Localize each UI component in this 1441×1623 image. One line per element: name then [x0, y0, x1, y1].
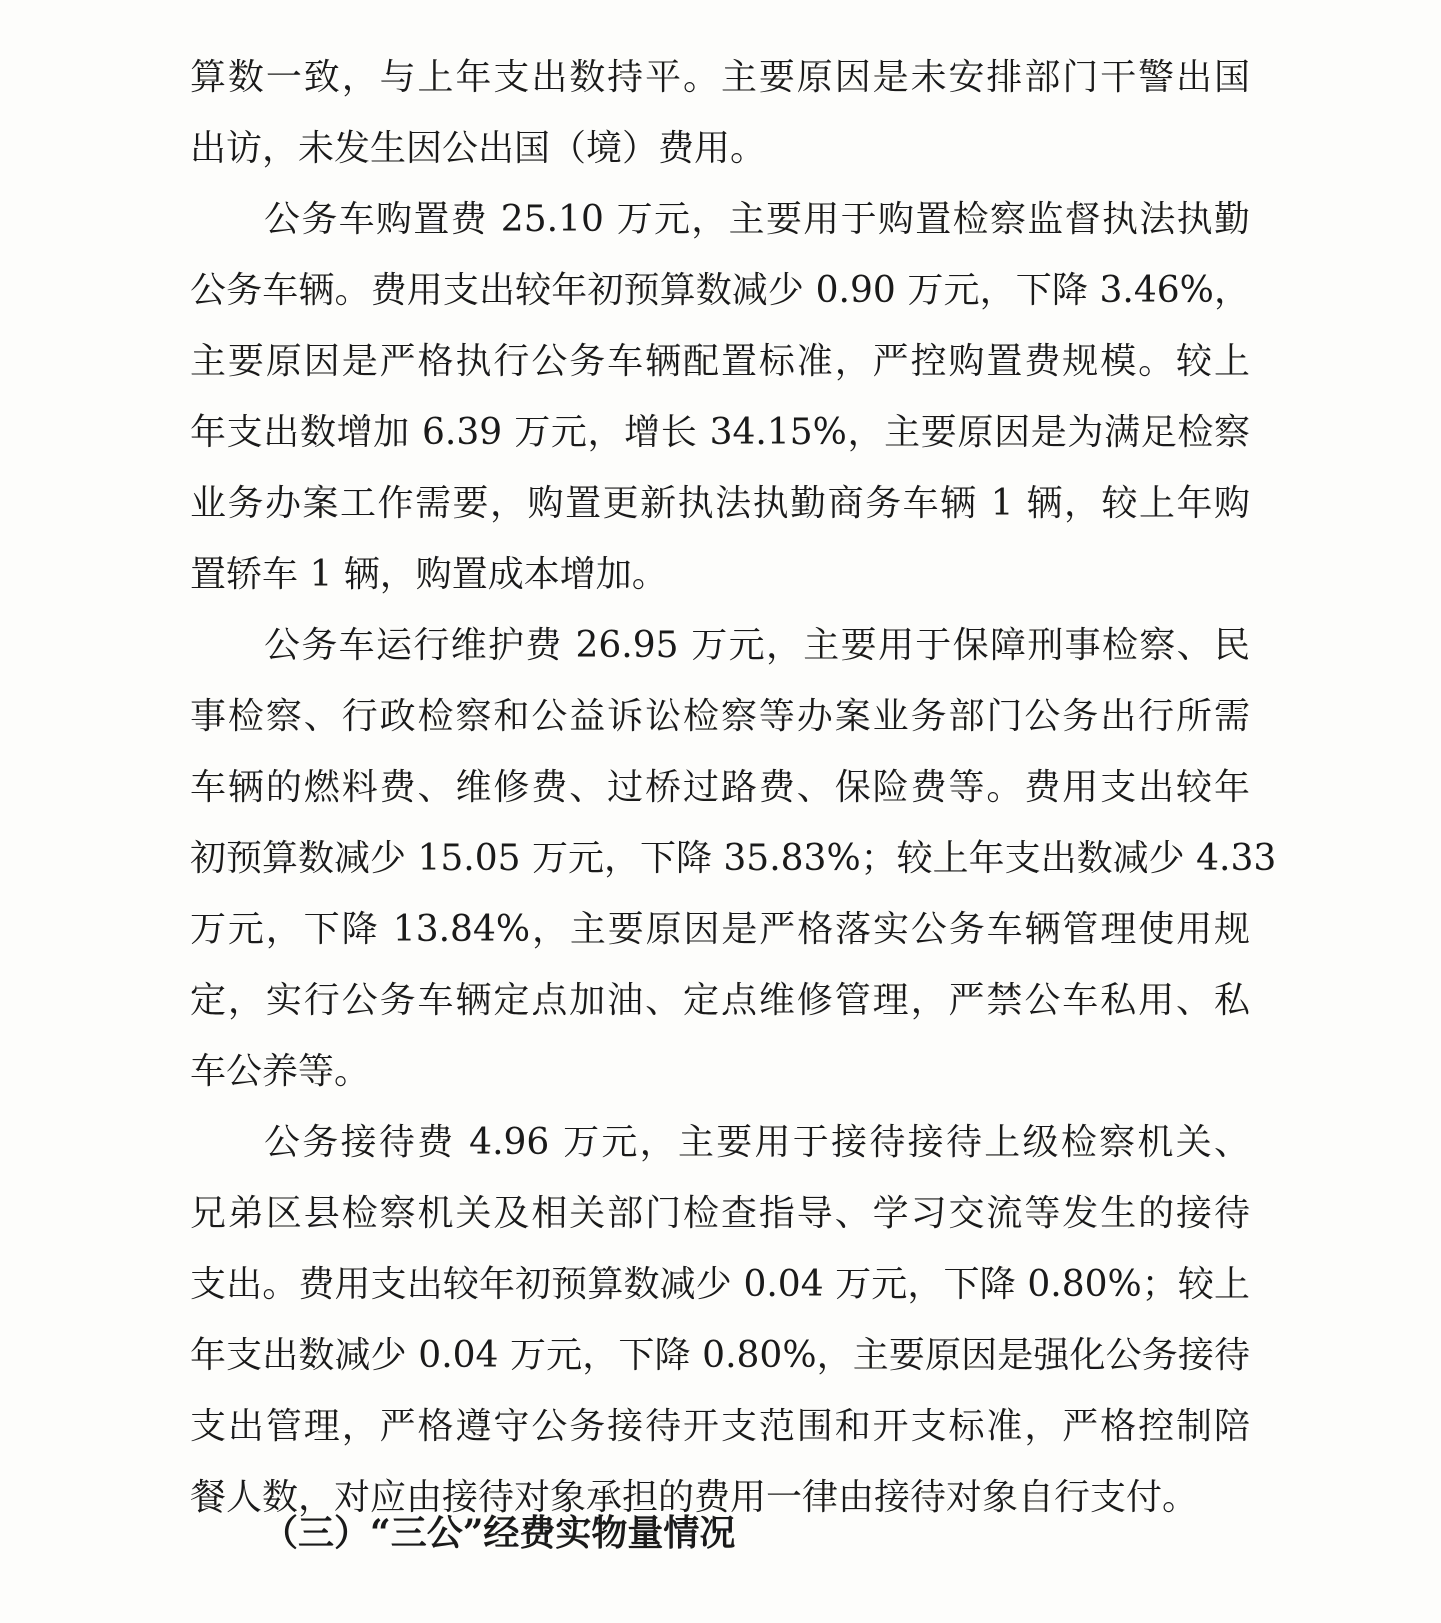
- text-line: 兄弟区县检察机关及相关部门检查指导、学习交流等发生的接待: [190, 1193, 1250, 1234]
- paragraph-vehicle-operation: [190, 610, 1277, 1107]
- text-line: 支出。费用支出较年初预算数减少 0.04 万元，下降 0.80%；较上: [190, 1264, 1250, 1305]
- text-line: 出访，未发生因公出国（境）费用。: [190, 128, 767, 169]
- text-line: 公务车辆。费用支出较年初预算数减少 0.90 万元，下降 3.46%，: [190, 270, 1250, 311]
- paragraph-reception: [190, 1107, 1250, 1533]
- text-line: 公务车购置费 25.10 万元，主要用于购置检察监督执法执勤: [264, 199, 1250, 240]
- text-line: 公务车运行维护费 26.95 万元，主要用于保障刑事检察、民: [264, 625, 1250, 666]
- paragraph-vehicle-purchase: [190, 184, 1250, 610]
- text-line: 餐人数，对应由接待对象承担的费用一律由接待对象自行支付。: [190, 1477, 1199, 1518]
- text-line: 车公养等。: [190, 1051, 371, 1092]
- text-line: 业务办案工作需要，购置更新执法执勤商务车辆 1 辆，较上年购: [190, 483, 1250, 524]
- text-line: 事检察、行政检察和公益诉讼检察等办案业务部门公务出行所需: [190, 696, 1250, 737]
- paragraph-overseas-travel: [190, 42, 1250, 184]
- text-line: 公务接待费 4.96 万元，主要用于接待接待上级检察机关、: [264, 1122, 1250, 1163]
- text-line: 万元，下降 13.84%，主要原因是严格落实公务车辆管理使用规: [190, 909, 1250, 950]
- text-line: 主要原因是严格执行公务车辆配置标准，严控购置费规模。较上: [190, 341, 1250, 382]
- body-text: [190, 42, 1277, 1533]
- text-line: 定，实行公务车辆定点加油、定点维修管理，严禁公车私用、私: [190, 980, 1250, 1021]
- text-line: 年支出数减少 0.04 万元，下降 0.80%，主要原因是强化公务接待: [190, 1335, 1250, 1376]
- text-line: 支出管理，严格遵守公务接待开支范围和开支标准，严格控制陪: [190, 1406, 1250, 1447]
- text-line: 年支出数增加 6.39 万元，增长 34.15%，主要原因是为满足检察: [190, 412, 1250, 453]
- text-line: 算数一致，与上年支出数持平。主要原因是未安排部门干警出国: [190, 57, 1250, 98]
- text-line: 置轿车 1 辆，购置成本增加。: [190, 554, 668, 595]
- text-line: 车辆的燃料费、维修费、过桥过路费、保险费等。费用支出较年: [190, 767, 1250, 808]
- text-line: 初预算数减少 15.05 万元，下降 35.83%；较上年支出数减少 4.33: [190, 838, 1277, 879]
- section-heading: （三）“三公”经费实物量情况: [262, 1512, 736, 1554]
